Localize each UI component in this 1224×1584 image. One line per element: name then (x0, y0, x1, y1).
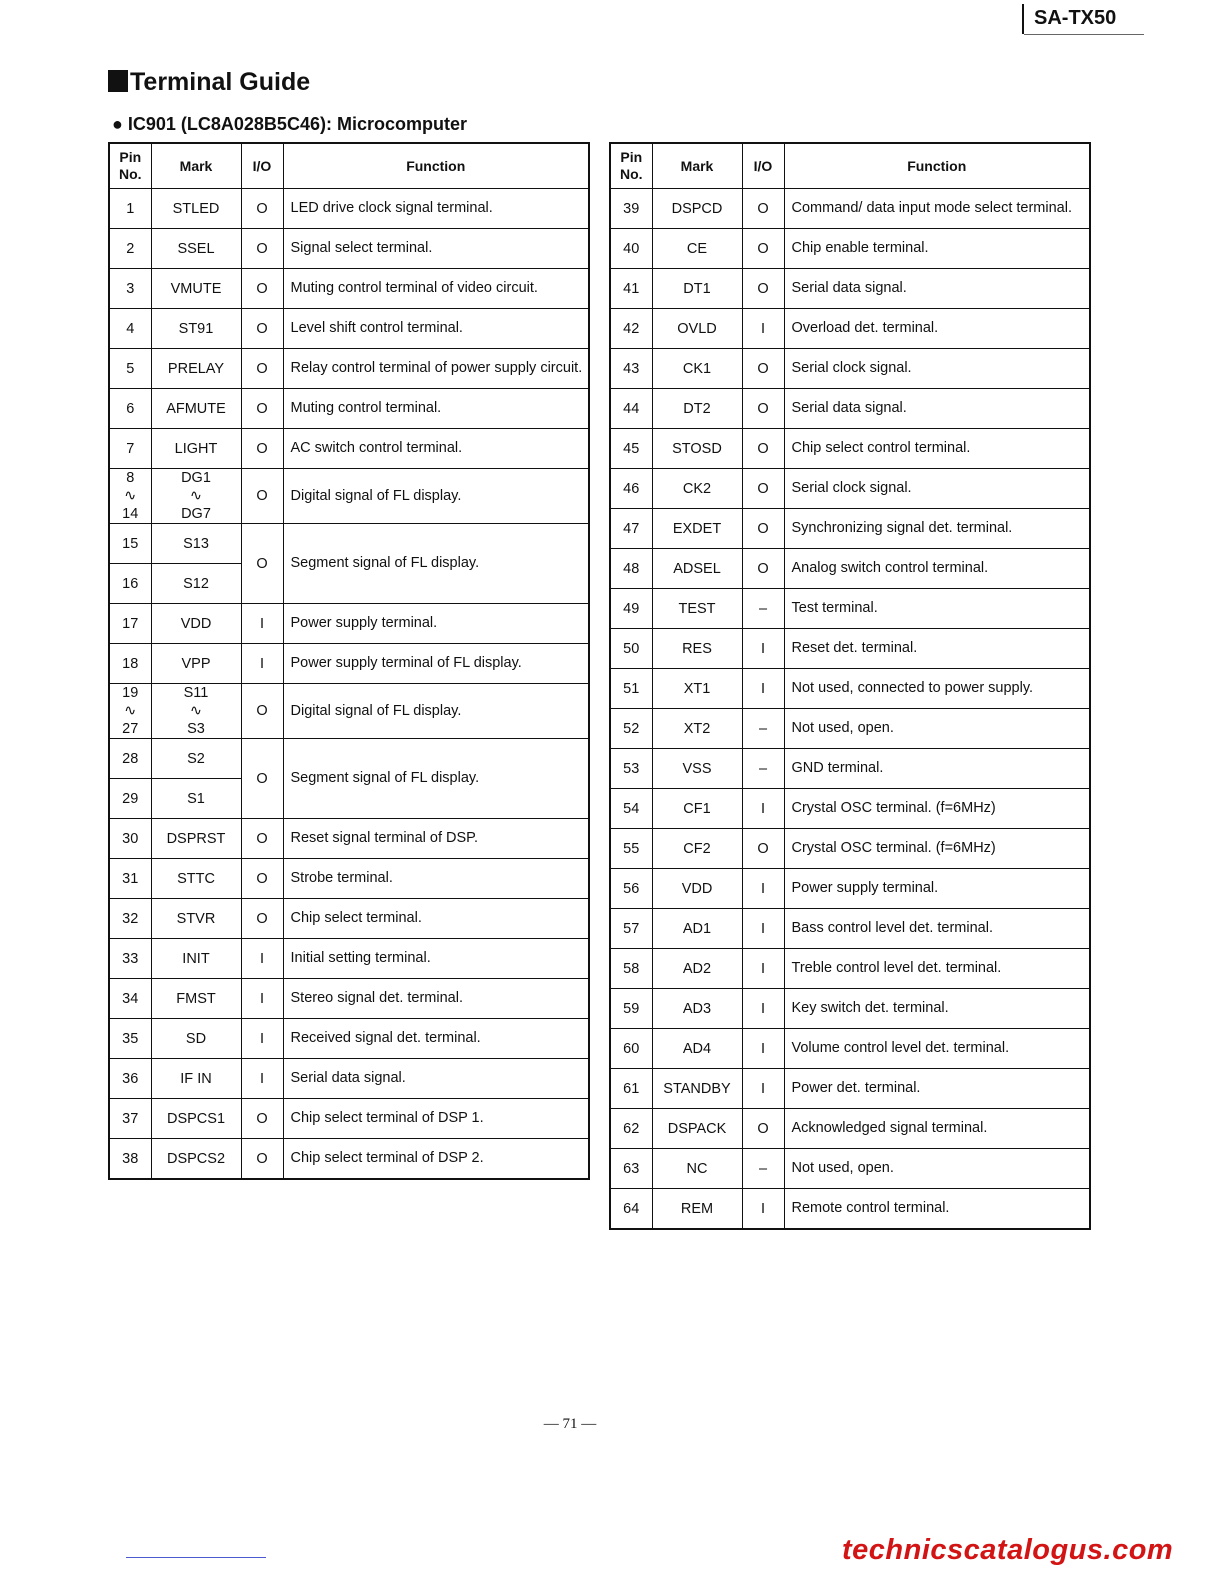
table-row (610, 869, 1090, 909)
pin-number: 35 (109, 1019, 151, 1059)
table-row (610, 309, 1090, 349)
section-title-text: Terminal Guide (130, 68, 311, 96)
pin-function: Acknowledged signal terminal. (784, 1109, 1090, 1149)
pin-number: 50 (610, 629, 652, 669)
pin-mark: DSPACK (652, 1109, 742, 1149)
pin-mark: XT2 (652, 709, 742, 749)
table-row (610, 949, 1090, 989)
pin-mark: CF1 (652, 789, 742, 829)
pin-io: I (742, 869, 784, 909)
pin-table-left (108, 142, 590, 1180)
pin-mark: DSPCS2 (151, 1139, 241, 1180)
pin-function: Stereo signal det. terminal. (283, 979, 589, 1019)
table-row (109, 189, 589, 229)
pin-io: I (742, 949, 784, 989)
pin-table-right-body (610, 189, 1090, 1230)
table-row (109, 1019, 589, 1059)
pin-mark: CK1 (652, 349, 742, 389)
pin-mark: NC (652, 1149, 742, 1189)
pin-number: 61 (610, 1069, 652, 1109)
pin-number: 42 (610, 309, 652, 349)
pin-io: I (742, 909, 784, 949)
pin-io: – (742, 749, 784, 789)
pin-io: I (241, 939, 283, 979)
table-row (109, 1139, 589, 1180)
pin-function: Received signal det. terminal. (283, 1019, 589, 1059)
pin-number: 1 (109, 189, 151, 229)
table-row (109, 1099, 589, 1139)
pin-table-right (609, 142, 1091, 1230)
table-row (610, 1069, 1090, 1109)
pin-number: 63 (610, 1149, 652, 1189)
range-symbol: ∿ (189, 703, 203, 719)
pin-function: Volume control level det. terminal. (784, 1029, 1090, 1069)
pin-number: 60 (610, 1029, 652, 1069)
pin-number: 53 (610, 749, 652, 789)
pin-function: LED drive clock signal terminal. (283, 189, 589, 229)
table-row (610, 629, 1090, 669)
range-value: 8 (126, 470, 135, 486)
table-row (109, 859, 589, 899)
pin-mark: STANDBY (652, 1069, 742, 1109)
table-row (610, 1029, 1090, 1069)
io-column-header: I/O (241, 143, 283, 189)
table-row (610, 349, 1090, 389)
table-row (109, 979, 589, 1019)
table-row (109, 644, 589, 684)
pin-function: Digital signal of FL display. (283, 469, 589, 524)
pin-io: O (241, 389, 283, 429)
pin-io: O (241, 739, 283, 819)
pin-number: 2 (109, 229, 151, 269)
pin-io: O (742, 189, 784, 229)
pin-mark: CF2 (652, 829, 742, 869)
pin-function: Command/ data input mode select terminal. (784, 189, 1090, 229)
table-row (109, 309, 589, 349)
io-column-header: I/O (742, 143, 784, 189)
table-header-row (109, 143, 589, 189)
pin-mark: VDD (151, 604, 241, 644)
range-value: S3 (187, 721, 205, 737)
square-bullet-icon (108, 70, 128, 92)
pin-io: O (742, 549, 784, 589)
pin-function: Power det. terminal. (784, 1069, 1090, 1109)
table-row (109, 604, 589, 644)
pin-number: 6 (109, 389, 151, 429)
pin-mark: ST91 (151, 309, 241, 349)
pin-io: O (241, 309, 283, 349)
table-row (610, 669, 1090, 709)
pin-mark: AD4 (652, 1029, 742, 1069)
pin-mark: AD3 (652, 989, 742, 1029)
pin-io: O (241, 469, 283, 524)
pin-number (109, 469, 151, 524)
pin-io: I (742, 309, 784, 349)
pin-number: 30 (109, 819, 151, 859)
pin-number: 5 (109, 349, 151, 389)
pin-function: GND terminal. (784, 749, 1090, 789)
pin-io: O (241, 1139, 283, 1180)
pin-io: O (241, 524, 283, 604)
pin-io: O (241, 684, 283, 739)
table-row (610, 509, 1090, 549)
pin-io: I (742, 1189, 784, 1230)
pin-mark: DT2 (652, 389, 742, 429)
pin-number: 45 (610, 429, 652, 469)
pin-function: Initial setting terminal. (283, 939, 589, 979)
pin-function: Treble control level det. terminal. (784, 949, 1090, 989)
pin-function: AC switch control terminal. (283, 429, 589, 469)
pin-mark: AD2 (652, 949, 742, 989)
pin-number: 39 (610, 189, 652, 229)
section-title (108, 68, 310, 97)
pin-io: I (241, 979, 283, 1019)
pin-number: 7 (109, 429, 151, 469)
pin-io: I (742, 989, 784, 1029)
table-row (109, 819, 589, 859)
table-row (109, 429, 589, 469)
pin-number: 46 (610, 469, 652, 509)
function-column-header: Function (784, 143, 1090, 189)
pin-mark (151, 469, 241, 524)
pin-column-header: Pin No. (610, 143, 652, 189)
pin-mark: S2 (151, 739, 241, 779)
pin-mark: DSPCS1 (151, 1099, 241, 1139)
pin-mark: VDD (652, 869, 742, 909)
pin-function: Key switch det. terminal. (784, 989, 1090, 1029)
pin-mark: LIGHT (151, 429, 241, 469)
pin-number: 52 (610, 709, 652, 749)
pin-mark (151, 684, 241, 739)
pin-function: Relay control terminal of power supply circuit. (283, 349, 589, 389)
pin-number: 62 (610, 1109, 652, 1149)
pin-mark: CK2 (652, 469, 742, 509)
pin-mark: AFMUTE (151, 389, 241, 429)
table-row (610, 1149, 1090, 1189)
table-row (610, 709, 1090, 749)
pin-io: O (241, 819, 283, 859)
pin-io: O (241, 189, 283, 229)
pin-function: Crystal OSC terminal. (f=6MHz) (784, 829, 1090, 869)
pin-number: 51 (610, 669, 652, 709)
table-row (109, 229, 589, 269)
pin-number: 38 (109, 1139, 151, 1180)
pin-function: Reset signal terminal of DSP. (283, 819, 589, 859)
pin-io: O (742, 229, 784, 269)
pin-mark: TEST (652, 589, 742, 629)
pin-function: Serial data signal. (784, 269, 1090, 309)
pin-function: Synchronizing signal det. terminal. (784, 509, 1090, 549)
table-row (610, 589, 1090, 629)
table-row (109, 389, 589, 429)
range-value: 14 (122, 506, 139, 522)
pin-number: 48 (610, 549, 652, 589)
page-number: — 71 — (543, 1416, 597, 1432)
ic-subtitle: ● IC901 (LC8A028B5C46): Microcomputer (112, 114, 467, 134)
pin-io: O (241, 429, 283, 469)
pin-function: Serial clock signal. (784, 469, 1090, 509)
table-row (109, 739, 589, 779)
pin-number: 58 (610, 949, 652, 989)
pin-function: Digital signal of FL display. (283, 684, 589, 739)
pin-mark: S13 (151, 524, 241, 564)
pin-function: Bass control level det. terminal. (784, 909, 1090, 949)
pin-io: O (742, 829, 784, 869)
pin-number: 15 (109, 524, 151, 564)
pin-number: 37 (109, 1099, 151, 1139)
pin-mark: IF IN (151, 1059, 241, 1099)
pin-number: 18 (109, 644, 151, 684)
pin-number: 54 (610, 789, 652, 829)
pin-number: 32 (109, 899, 151, 939)
pin-mark: VSS (652, 749, 742, 789)
pin-number: 49 (610, 589, 652, 629)
pin-io: O (742, 469, 784, 509)
function-column-header: Function (283, 143, 589, 189)
pin-mark: S1 (151, 779, 241, 819)
pin-io: – (742, 1149, 784, 1189)
pin-number: 59 (610, 989, 652, 1029)
pin-function: Not used, open. (784, 1149, 1090, 1189)
pin-mark: DT1 (652, 269, 742, 309)
pin-io: O (241, 899, 283, 939)
pin-io: O (241, 1099, 283, 1139)
pin-function: Power supply terminal. (283, 604, 589, 644)
table-row (610, 909, 1090, 949)
pin-mark: REM (652, 1189, 742, 1230)
range-value: DG7 (181, 506, 211, 522)
pin-io: I (241, 604, 283, 644)
pin-mark: OVLD (652, 309, 742, 349)
pin-mark: FMST (151, 979, 241, 1019)
pin-number: 64 (610, 1189, 652, 1230)
pin-function: Analog switch control terminal. (784, 549, 1090, 589)
pin-function: Reset det. terminal. (784, 629, 1090, 669)
pin-mark: INIT (151, 939, 241, 979)
pin-number: 33 (109, 939, 151, 979)
table-row (610, 829, 1090, 869)
pin-mark: VMUTE (151, 269, 241, 309)
pin-function: Chip enable terminal. (784, 229, 1090, 269)
table-row (610, 789, 1090, 829)
table-row (109, 939, 589, 979)
table-row (610, 189, 1090, 229)
pin-mark: DSPRST (151, 819, 241, 859)
pin-io: I (241, 1059, 283, 1099)
pin-number: 47 (610, 509, 652, 549)
pin-io: O (742, 429, 784, 469)
table-row (610, 229, 1090, 269)
mark-column-header: Mark (151, 143, 241, 189)
pin-io: O (742, 1109, 784, 1149)
table-row (610, 389, 1090, 429)
model-number: SA-TX50 (1022, 4, 1116, 34)
table-row (610, 269, 1090, 309)
pin-io: O (241, 229, 283, 269)
pin-function: Serial data signal. (283, 1059, 589, 1099)
pin-function: Test terminal. (784, 589, 1090, 629)
pin-function: Not used, open. (784, 709, 1090, 749)
table-row (610, 549, 1090, 589)
pin-io: I (742, 629, 784, 669)
pin-function: Segment signal of FL display. (283, 739, 589, 819)
pin-number: 57 (610, 909, 652, 949)
header-rule (1024, 34, 1144, 35)
pin-number: 55 (610, 829, 652, 869)
table-row (610, 749, 1090, 789)
pin-table-left-body (109, 189, 589, 1180)
pin-io: O (241, 859, 283, 899)
pin-function: Overload det. terminal. (784, 309, 1090, 349)
pin-function: Crystal OSC terminal. (f=6MHz) (784, 789, 1090, 829)
pin-mark: STVR (151, 899, 241, 939)
pin-number: 44 (610, 389, 652, 429)
pin-function: Muting control terminal. (283, 389, 589, 429)
pin-function: Strobe terminal. (283, 859, 589, 899)
table-row (610, 1109, 1090, 1149)
range-value: 19 (122, 685, 139, 701)
pin-mark: EXDET (652, 509, 742, 549)
pin-io: I (241, 644, 283, 684)
pin-number: 28 (109, 739, 151, 779)
pin-function: Not used, connected to power supply. (784, 669, 1090, 709)
pin-mark: VPP (151, 644, 241, 684)
range-value: 27 (122, 721, 139, 737)
pin-mark: ADSEL (652, 549, 742, 589)
pin-mark: XT1 (652, 669, 742, 709)
pin-number: 17 (109, 604, 151, 644)
pin-function: Level shift control terminal. (283, 309, 589, 349)
pin-io: O (742, 509, 784, 549)
pin-mark: STLED (151, 189, 241, 229)
pin-io: O (742, 349, 784, 389)
range-value: S11 (183, 685, 209, 701)
table-row (109, 524, 589, 564)
table-row (610, 989, 1090, 1029)
pin-mark: AD1 (652, 909, 742, 949)
pin-function: Serial clock signal. (784, 349, 1090, 389)
pin-number: 43 (610, 349, 652, 389)
table-row (610, 469, 1090, 509)
pin-function: Chip select terminal. (283, 899, 589, 939)
pin-mark: SD (151, 1019, 241, 1059)
table-row (109, 349, 589, 389)
pin-io: O (742, 389, 784, 429)
pin-io: I (742, 1069, 784, 1109)
pin-function: Muting control terminal of video circuit. (283, 269, 589, 309)
pin-io: O (241, 349, 283, 389)
pin-io: O (742, 269, 784, 309)
range-symbol: ∿ (124, 703, 137, 719)
pin-number: 36 (109, 1059, 151, 1099)
pin-mark: PRELAY (151, 349, 241, 389)
footer-rule (126, 1557, 266, 1558)
pin-io: I (742, 1029, 784, 1069)
pin-number: 3 (109, 269, 151, 309)
pin-mark: DSPCD (652, 189, 742, 229)
range-value: DG1 (181, 470, 211, 486)
pin-number: 29 (109, 779, 151, 819)
pin-number: 16 (109, 564, 151, 604)
pin-function: Remote control terminal. (784, 1189, 1090, 1230)
range-symbol: ∿ (124, 488, 137, 504)
pin-mark: SSEL (151, 229, 241, 269)
watermark: technicscatalogus.com (842, 1534, 1174, 1566)
mark-column-header: Mark (652, 143, 742, 189)
pin-number: 34 (109, 979, 151, 1019)
pin-number: 41 (610, 269, 652, 309)
pin-number: 31 (109, 859, 151, 899)
pin-function: Power supply terminal of FL display. (283, 644, 589, 684)
pin-io: – (742, 709, 784, 749)
range-symbol: ∿ (189, 488, 203, 504)
pin-number (109, 684, 151, 739)
pin-io: – (742, 589, 784, 629)
pin-mark: S12 (151, 564, 241, 604)
pin-number: 40 (610, 229, 652, 269)
pin-column-header: Pin No. (109, 143, 151, 189)
table-row (109, 269, 589, 309)
pin-mark: CE (652, 229, 742, 269)
pin-function: Serial data signal. (784, 389, 1090, 429)
pin-function: Chip select control terminal. (784, 429, 1090, 469)
table-header-row (610, 143, 1090, 189)
pin-number: 56 (610, 869, 652, 909)
pin-function: Chip select terminal of DSP 2. (283, 1139, 589, 1180)
pin-io: I (742, 789, 784, 829)
pin-mark: STOSD (652, 429, 742, 469)
pin-mark: STTC (151, 859, 241, 899)
pin-mark: RES (652, 629, 742, 669)
table-row (109, 899, 589, 939)
pin-function: Chip select terminal of DSP 1. (283, 1099, 589, 1139)
pin-function: Segment signal of FL display. (283, 524, 589, 604)
table-row (610, 1189, 1090, 1230)
pin-io: I (742, 669, 784, 709)
table-row (610, 429, 1090, 469)
pin-number: 4 (109, 309, 151, 349)
pin-io: I (241, 1019, 283, 1059)
table-row (109, 1059, 589, 1099)
pin-function: Power supply terminal. (784, 869, 1090, 909)
pin-io: O (241, 269, 283, 309)
pin-function: Signal select terminal. (283, 229, 589, 269)
